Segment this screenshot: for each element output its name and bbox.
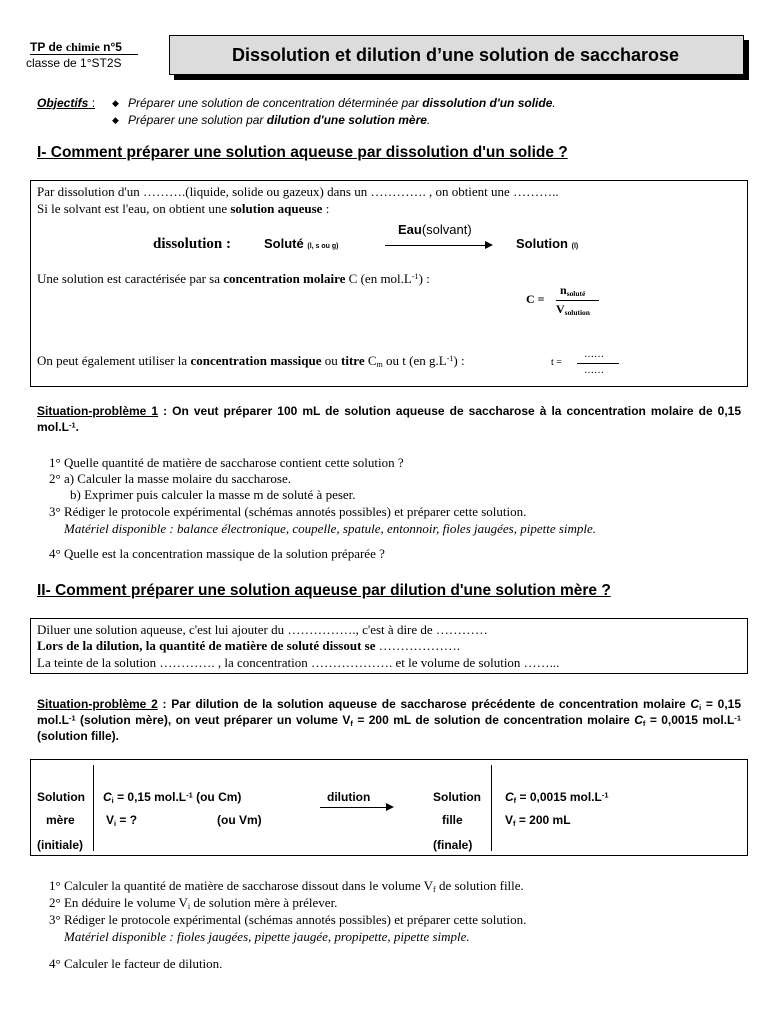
objective-end: . bbox=[426, 113, 431, 127]
table-dilution-label: dilution bbox=[327, 790, 371, 804]
box2-line3: La teinte de la solution …………. , la concentration ………………. et le volume de solution ……... bbox=[37, 655, 560, 670]
table-right-line3: (finale) bbox=[433, 838, 473, 852]
formula-c-numerator bbox=[560, 283, 585, 298]
fraction-bar bbox=[556, 300, 599, 301]
formula-c-label: C = bbox=[526, 292, 545, 306]
vf-sub: f bbox=[350, 718, 353, 728]
situation-1-label: Situation-problème 1 bbox=[37, 404, 159, 418]
table-left-line3: (initiale) bbox=[37, 838, 84, 852]
situation-2-label: Situation-problème 2 bbox=[37, 697, 158, 711]
table-vf-symbol: V bbox=[505, 813, 514, 827]
table-vf bbox=[505, 813, 571, 827]
line3-sup: -1 bbox=[411, 271, 419, 281]
ci-sub: i bbox=[699, 702, 702, 712]
situation-1-sup: -1 bbox=[69, 420, 76, 430]
box1-line3 bbox=[37, 271, 430, 287]
box1-line2-pre: Si le solvant est l'eau, on obtient une bbox=[37, 201, 231, 216]
situation-2-t5: = 0,0015 mol.L bbox=[645, 713, 735, 727]
situation-2-t3: (solution mère), on veut préparer un volume V bbox=[75, 713, 351, 727]
table-ci-value: = 0,15 mol.L bbox=[113, 790, 187, 804]
section-1-title: I- Comment préparer une solution aqueuse par dissolution d'un solide ? bbox=[37, 144, 568, 161]
table-divider-left bbox=[93, 765, 94, 851]
reaction-arrow-line bbox=[385, 245, 485, 246]
formula-t-label: t = bbox=[551, 357, 562, 368]
box1-line4 bbox=[37, 353, 465, 369]
s2-materiel: Matériel disponible : fioles jaugées, pipette jaugée, propipette, pipette simple. bbox=[64, 929, 470, 944]
table-vi-symbol: V bbox=[106, 813, 115, 827]
table-right-line2: fille bbox=[442, 813, 463, 827]
situation-1-text: On veut préparer 100 mL de solution aqueuse de saccharose à la concentration molaire de 0,15 mol.L bbox=[37, 404, 742, 434]
table-vi-value: = ? bbox=[116, 813, 138, 827]
line3-bold: concentration molaire bbox=[223, 271, 346, 286]
table-cf-sup: -1 bbox=[601, 790, 609, 800]
reaction-arrow-icon bbox=[485, 241, 493, 249]
objective-bold: dissolution d'un solide bbox=[422, 96, 553, 110]
objective-bold: dilution d'une solution mère bbox=[266, 113, 427, 127]
line3-post: ) : bbox=[418, 271, 430, 286]
table-vi bbox=[106, 813, 137, 827]
objectives-label bbox=[37, 96, 95, 110]
table-cf-symbol: C bbox=[505, 790, 514, 804]
materiel-1: Matériel disponible : balance électronique, coupelle, spatule, entonnoir, fioles jaugées, pipette simple. bbox=[64, 521, 597, 536]
ci-symbol: C bbox=[690, 697, 700, 711]
equation-solute bbox=[264, 236, 338, 251]
situation-2-statement bbox=[37, 696, 741, 744]
dilution-arrow-line bbox=[320, 807, 386, 808]
diamond-bullet-icon: ◆ bbox=[112, 98, 119, 108]
formula-c-denominator bbox=[556, 302, 590, 317]
product-label: Solution bbox=[516, 236, 568, 251]
tp-subject: chimie bbox=[65, 40, 100, 54]
table-ci bbox=[103, 790, 241, 804]
objective-end: . bbox=[552, 96, 556, 110]
s2-q1-post: de solution fille. bbox=[435, 878, 524, 893]
equation-label: dissolution : bbox=[153, 236, 231, 252]
line3-mid: C (en mol.L bbox=[345, 271, 412, 286]
dilution-arrow-icon bbox=[386, 803, 394, 811]
eau-label: Eau bbox=[398, 222, 422, 237]
line4-mid: ou bbox=[321, 353, 342, 368]
page-title: Dissolution et dilution d’une solution de saccharose bbox=[231, 45, 680, 65]
v-symbol: V bbox=[556, 302, 565, 316]
cf-symbol: C bbox=[634, 713, 643, 727]
table-vi-alt: (ou Vm) bbox=[217, 813, 262, 827]
table-vf-sub: f bbox=[513, 818, 516, 828]
table-left-line2: mère bbox=[46, 813, 75, 827]
table-cf-value: = 0,0015 mol.L bbox=[516, 790, 602, 804]
product-state: (l) bbox=[571, 243, 579, 250]
box1-line2-bold: solution aqueuse bbox=[230, 201, 323, 216]
box1-line2-post: : bbox=[322, 201, 330, 216]
formula-t-numerator: …… bbox=[584, 349, 604, 360]
s2-q1-pre: 1° Calculer la quantité de matière de saccharose dissout dans le volume V bbox=[49, 878, 434, 893]
box2-line2-bold: Lors de la dilution, la quantité de matière de soluté dissout se bbox=[37, 638, 376, 653]
s2-q2-pre: 2° En déduire le volume V bbox=[49, 895, 188, 910]
line4-bold1: concentration massique bbox=[190, 353, 322, 368]
line4-cm: C bbox=[364, 353, 377, 368]
section-2-title: II- Comment préparer une solution aqueuse par dilution d'une solution mère ? bbox=[37, 582, 611, 599]
table-ci-symbol: C bbox=[103, 790, 112, 804]
line4-post: ) : bbox=[453, 353, 465, 368]
n-symbol: n bbox=[560, 283, 567, 297]
s2-question-2 bbox=[49, 895, 337, 911]
solute-label: Soluté bbox=[264, 236, 304, 251]
situation-2-t4: = 200 mL de solution de concentration molaire bbox=[352, 713, 635, 727]
table-cf bbox=[505, 790, 609, 804]
tp-number: n°5 bbox=[103, 40, 122, 54]
question-2a: 2° a) Calculer la masse molaire du saccharose. bbox=[49, 471, 291, 486]
situation-2-t1: Par dilution de la solution aqueuse de saccharose précédente de concentration molaire bbox=[171, 697, 691, 711]
s2-question-4: 4° Calculer le facteur de dilution. bbox=[49, 956, 223, 971]
s2-question-3: 3° Rédiger le protocole expérimental (schémas annotés possibles) et préparer cette solution. bbox=[49, 912, 527, 927]
objectives-label-text: Objectifs bbox=[37, 96, 89, 110]
s2-question-1 bbox=[49, 878, 524, 894]
cf-sub: f bbox=[642, 718, 646, 728]
line4-sup: -1 bbox=[446, 353, 454, 363]
question-2b: b) Exprimer puis calculer la masse m de soluté à peser. bbox=[70, 487, 356, 502]
objective-item bbox=[112, 96, 556, 110]
equation-over-arrow bbox=[398, 222, 472, 237]
objective-text: Préparer une solution de concentration déterminée par bbox=[128, 96, 423, 110]
s2-q2-post: de solution mère à prélever. bbox=[190, 895, 338, 910]
question-4: 4° Quelle est la concentration massique de la solution préparée ? bbox=[49, 546, 385, 561]
s2-q2-sub: i bbox=[187, 902, 191, 911]
class-label: classe de 1°ST2S bbox=[26, 56, 122, 70]
table-divider-right bbox=[491, 765, 492, 851]
line4-pre: On peut également utiliser la bbox=[37, 353, 191, 368]
box1-line1: Par dissolution d'un ……….(liquide, solide ou gazeux) dans un …………. , on obtient une ……….. bbox=[37, 184, 559, 199]
box2-line2 bbox=[37, 638, 460, 654]
table-cf-sub: f bbox=[513, 795, 517, 805]
objective-text: Préparer une solution par bbox=[128, 113, 267, 127]
t2-sup: -1 bbox=[69, 713, 76, 723]
tp-label bbox=[30, 40, 122, 55]
situation-2-sep: : bbox=[157, 697, 172, 711]
formula-t-denominator: …… bbox=[584, 365, 604, 376]
table-vi-sub: i bbox=[114, 818, 117, 828]
situation-2-t6: (solution fille). bbox=[37, 729, 119, 743]
tp-prefix: TP de bbox=[30, 40, 63, 54]
table-ci-sup: -1 bbox=[186, 790, 193, 800]
box2-line1: Diluer une solution aqueuse, c'est lui ajouter du ……………., c'est à dire de ………… bbox=[37, 622, 488, 637]
t5-sup: -1 bbox=[734, 713, 742, 723]
table-vf-value: = 200 mL bbox=[515, 813, 571, 827]
situation-1-end: . bbox=[75, 420, 79, 434]
objectives-colon: : bbox=[88, 96, 96, 110]
s2-q1-sub: f bbox=[433, 885, 436, 894]
solute-state: (l, s ou g) bbox=[307, 243, 339, 250]
line4-rest: ou t (en g.L bbox=[382, 353, 447, 368]
question-1: 1° Quelle quantité de matière de saccharose contient cette solution ? bbox=[49, 455, 404, 470]
table-right-line1: Solution bbox=[433, 790, 481, 804]
n-subscript: soluté bbox=[566, 288, 586, 298]
solvant-label: (solvant) bbox=[421, 222, 472, 237]
situation-1-sep: : bbox=[158, 404, 173, 418]
v-subscript: solution bbox=[564, 307, 590, 317]
situation-2-t2: = 0,15 mol.L bbox=[37, 697, 742, 727]
situation-1-statement bbox=[37, 403, 741, 435]
line4-cm-sub: m bbox=[376, 360, 383, 369]
fraction-bar-t bbox=[577, 363, 619, 364]
table-ci-sub: i bbox=[111, 795, 114, 805]
objective-item bbox=[112, 113, 430, 127]
box2-line2-rest: ………………. bbox=[375, 638, 461, 653]
table-left-line1: Solution bbox=[37, 790, 85, 804]
line4-bold2: titre bbox=[341, 353, 365, 368]
box1-line2 bbox=[37, 201, 329, 217]
table-ci-alt: (ou Cm) bbox=[192, 790, 242, 804]
equation-product bbox=[516, 236, 578, 251]
question-3: 3° Rédiger le protocole expérimental (schémas annotés possibles) et préparer cette solution. bbox=[49, 504, 527, 519]
diamond-bullet-icon: ◆ bbox=[112, 115, 119, 125]
line3-pre: Une solution est caractérisée par sa bbox=[37, 271, 224, 286]
tp-label-underline bbox=[30, 54, 138, 55]
